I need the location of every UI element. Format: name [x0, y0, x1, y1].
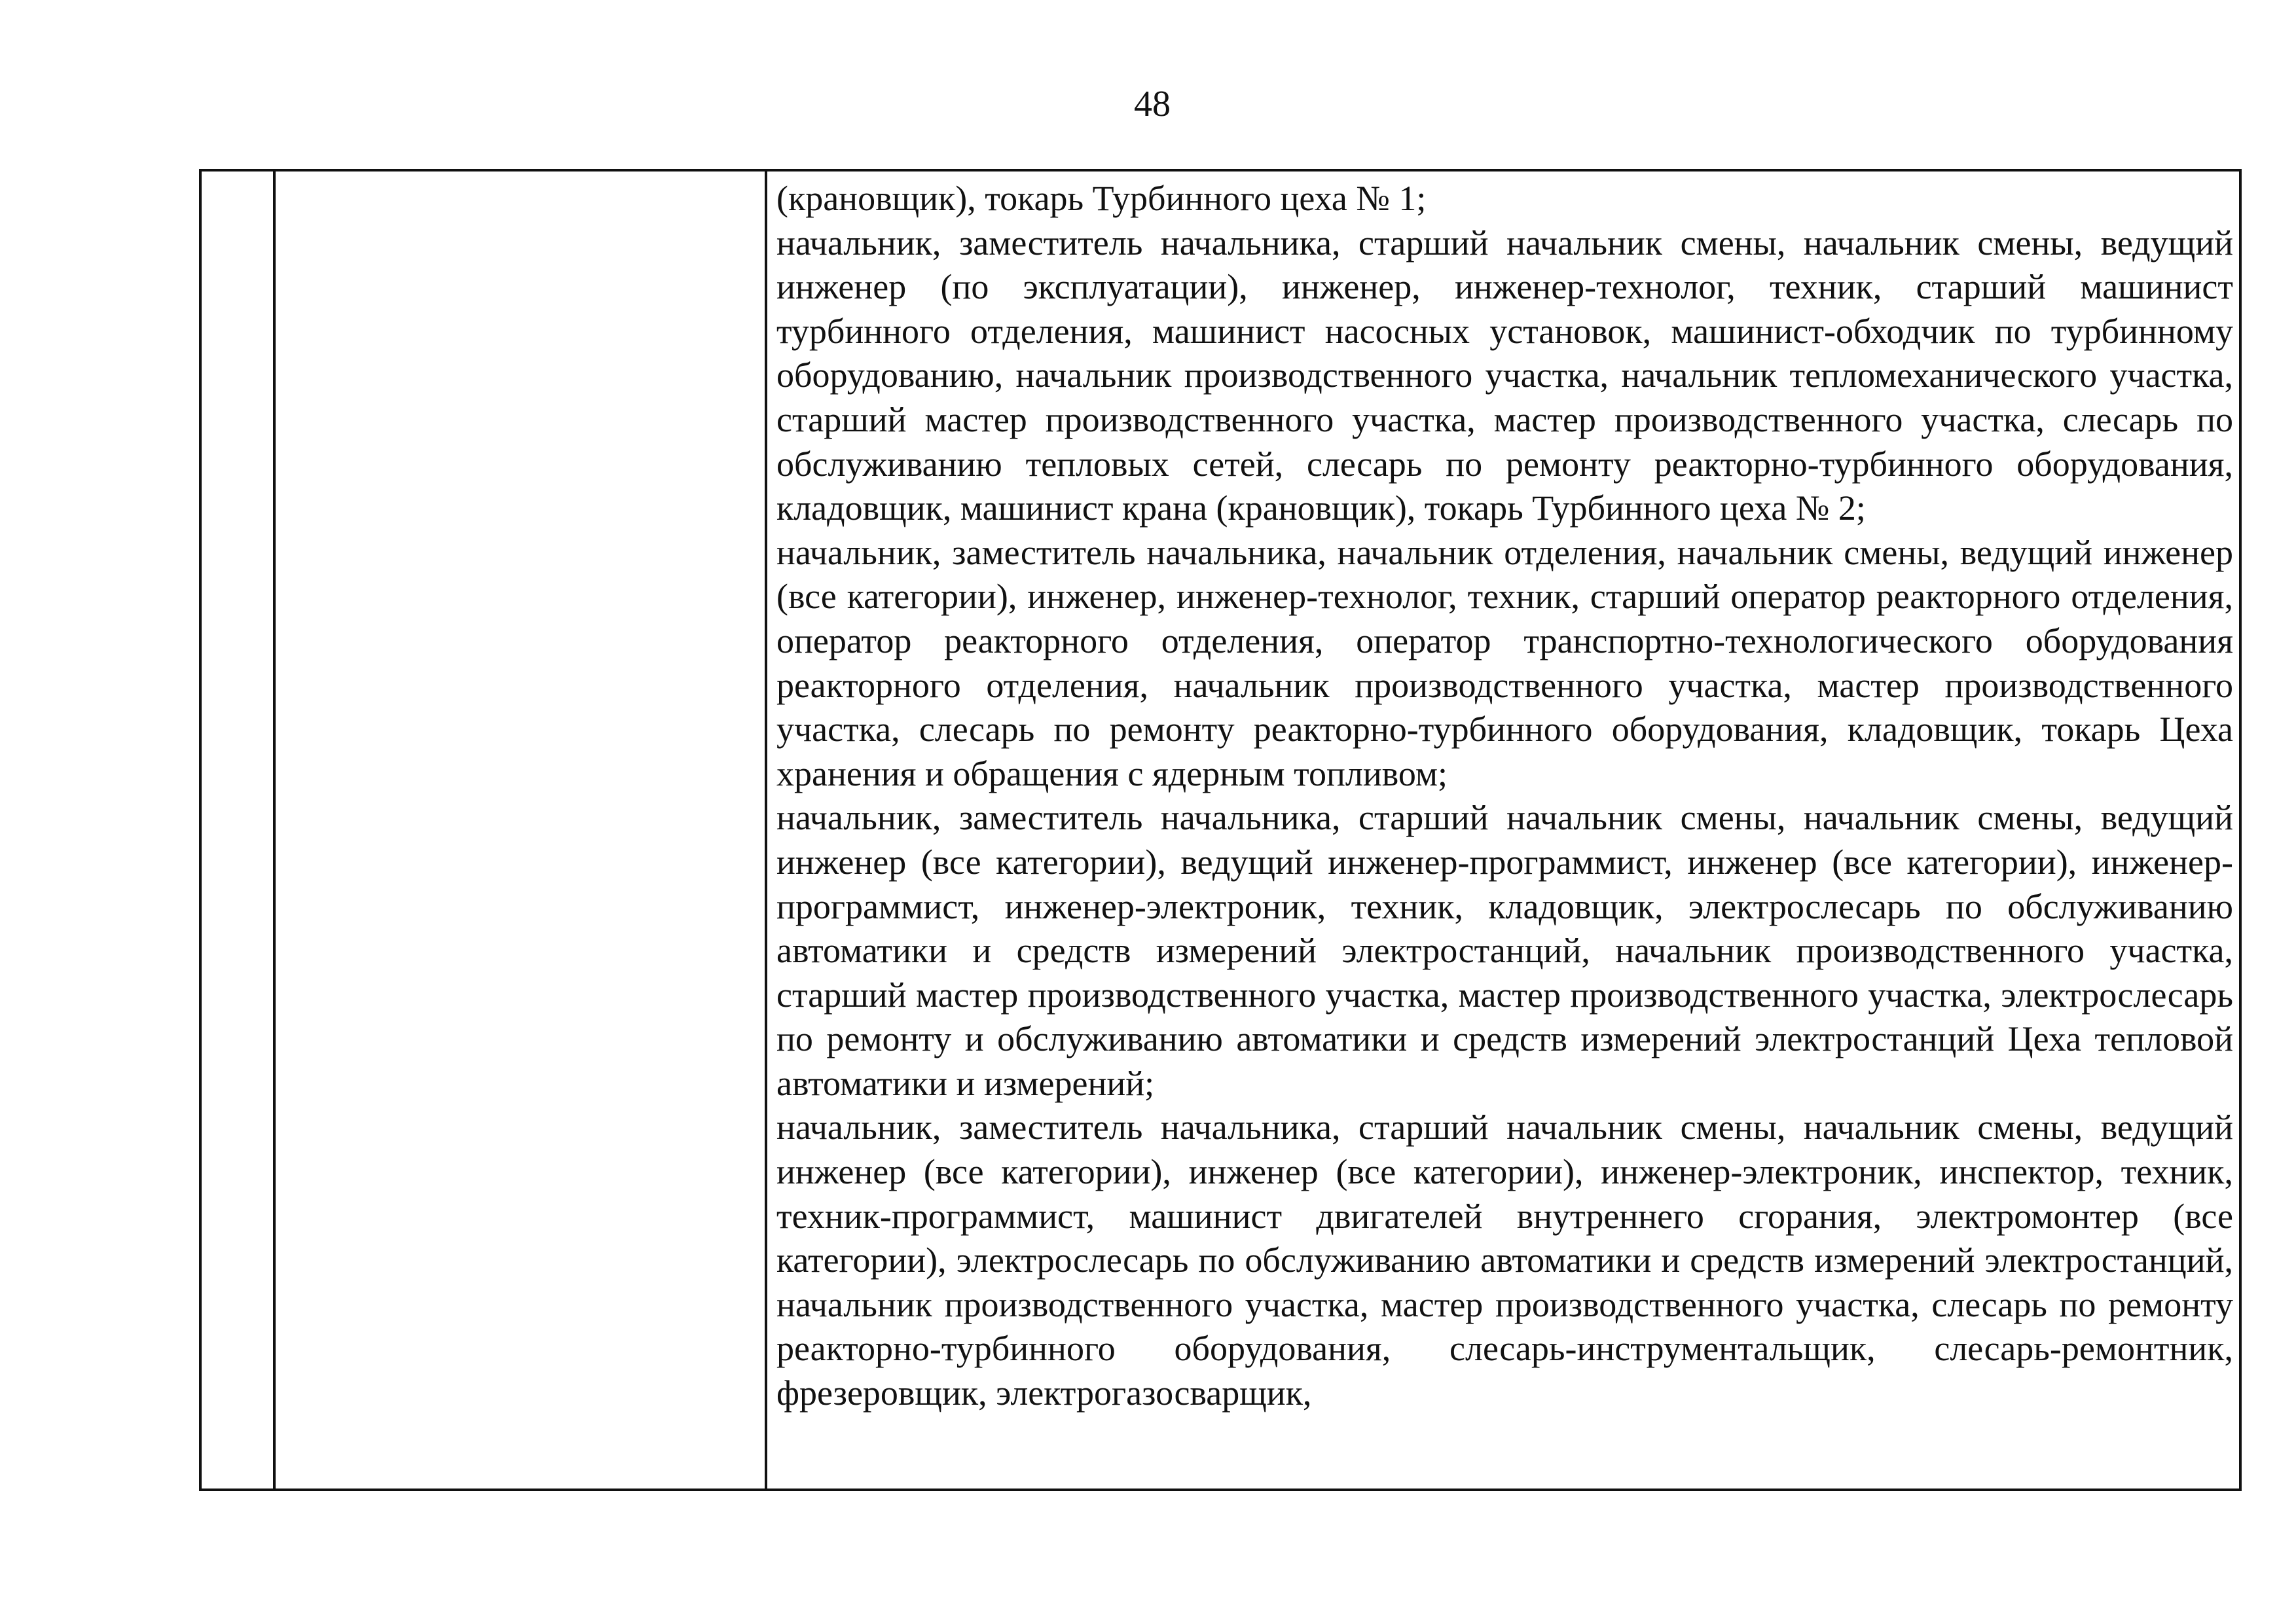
positions-paragraph: начальник, заместитель начальника, старший начальник смены, начальник смены, ведущий инженер (все категории), ведущий инженер-программист, инженер (все категории), инженер-программист, инженер-электроник, техник, кладовщик, электрослесарь по обслуживанию автоматики и средств измерений электростанций, начальник производственного участка, старший мастер производственного участка, мастер производственного участка, электрослесарь по ремонту и обслуживанию автоматики и средств измерений электростанций Цеха тепловой автоматики и измерений;	[776, 798, 2233, 1103]
column-divider	[273, 171, 276, 1489]
page-number: 48	[1134, 84, 1171, 124]
table-cell-number	[202, 171, 273, 1489]
positions-paragraph: начальник, заместитель начальника, старший начальник смены, начальник смены, ведущий инженер (по эксплуатации), инженер, инженер-технолог, техник, старший машинист турбинного отделения, машинист насосных установок, машинист-обходчик по турбинному оборудованию, начальник производственного участка, начальник тепломеханического участка, старший мастер производственного участка, мастер производственного участка, слесарь по обслуживанию тепловых сетей, слесарь по ремонту реакторно-турбинного оборудования, кладовщик, машинист крана (крановщик), токарь Турбинного цеха № 2;	[776, 223, 2233, 528]
positions-paragraph: начальник, заместитель начальника, начальник отделения, начальник смены, ведущий инженер (все категории), инженер, инженер-технолог, техник, старший оператор реакторного отделения, оператор реакторного отделения, оператор транспортно-технологического оборудования реакторного отделения, начальник производственного участка, мастер производственного участка, слесарь по ремонту реакторно-турбинного оборудования, кладовщик, токарь Цеха хранения и обращения с ядерным топливом;	[776, 532, 2233, 793]
positions-paragraph: (крановщик), токарь Турбинного цеха № 1;	[776, 179, 1427, 218]
table-cell-organization	[276, 171, 765, 1489]
positions-paragraph: начальник, заместитель начальника, старший начальник смены, начальник смены, ведущий инженер (все категории), инженер (все категории), инженер-электроник, инспектор, техник, техник-программист, машинист двигателей внутреннего сгорания, электромонтер (все категории), электрослесарь по обслуживанию автоматики и средств измерений электростанций, начальник производственного участка, мастер производственного участка, слесарь по ремонту реакторно-турбинного оборудования, слесарь-инструментальщик, слесарь-ремонтник, фрезеровщик, электрогазосварщик,	[776, 1108, 2233, 1413]
document-table	[199, 169, 2242, 1491]
column-divider	[765, 171, 767, 1489]
table-cell-positions	[776, 177, 2233, 1489]
